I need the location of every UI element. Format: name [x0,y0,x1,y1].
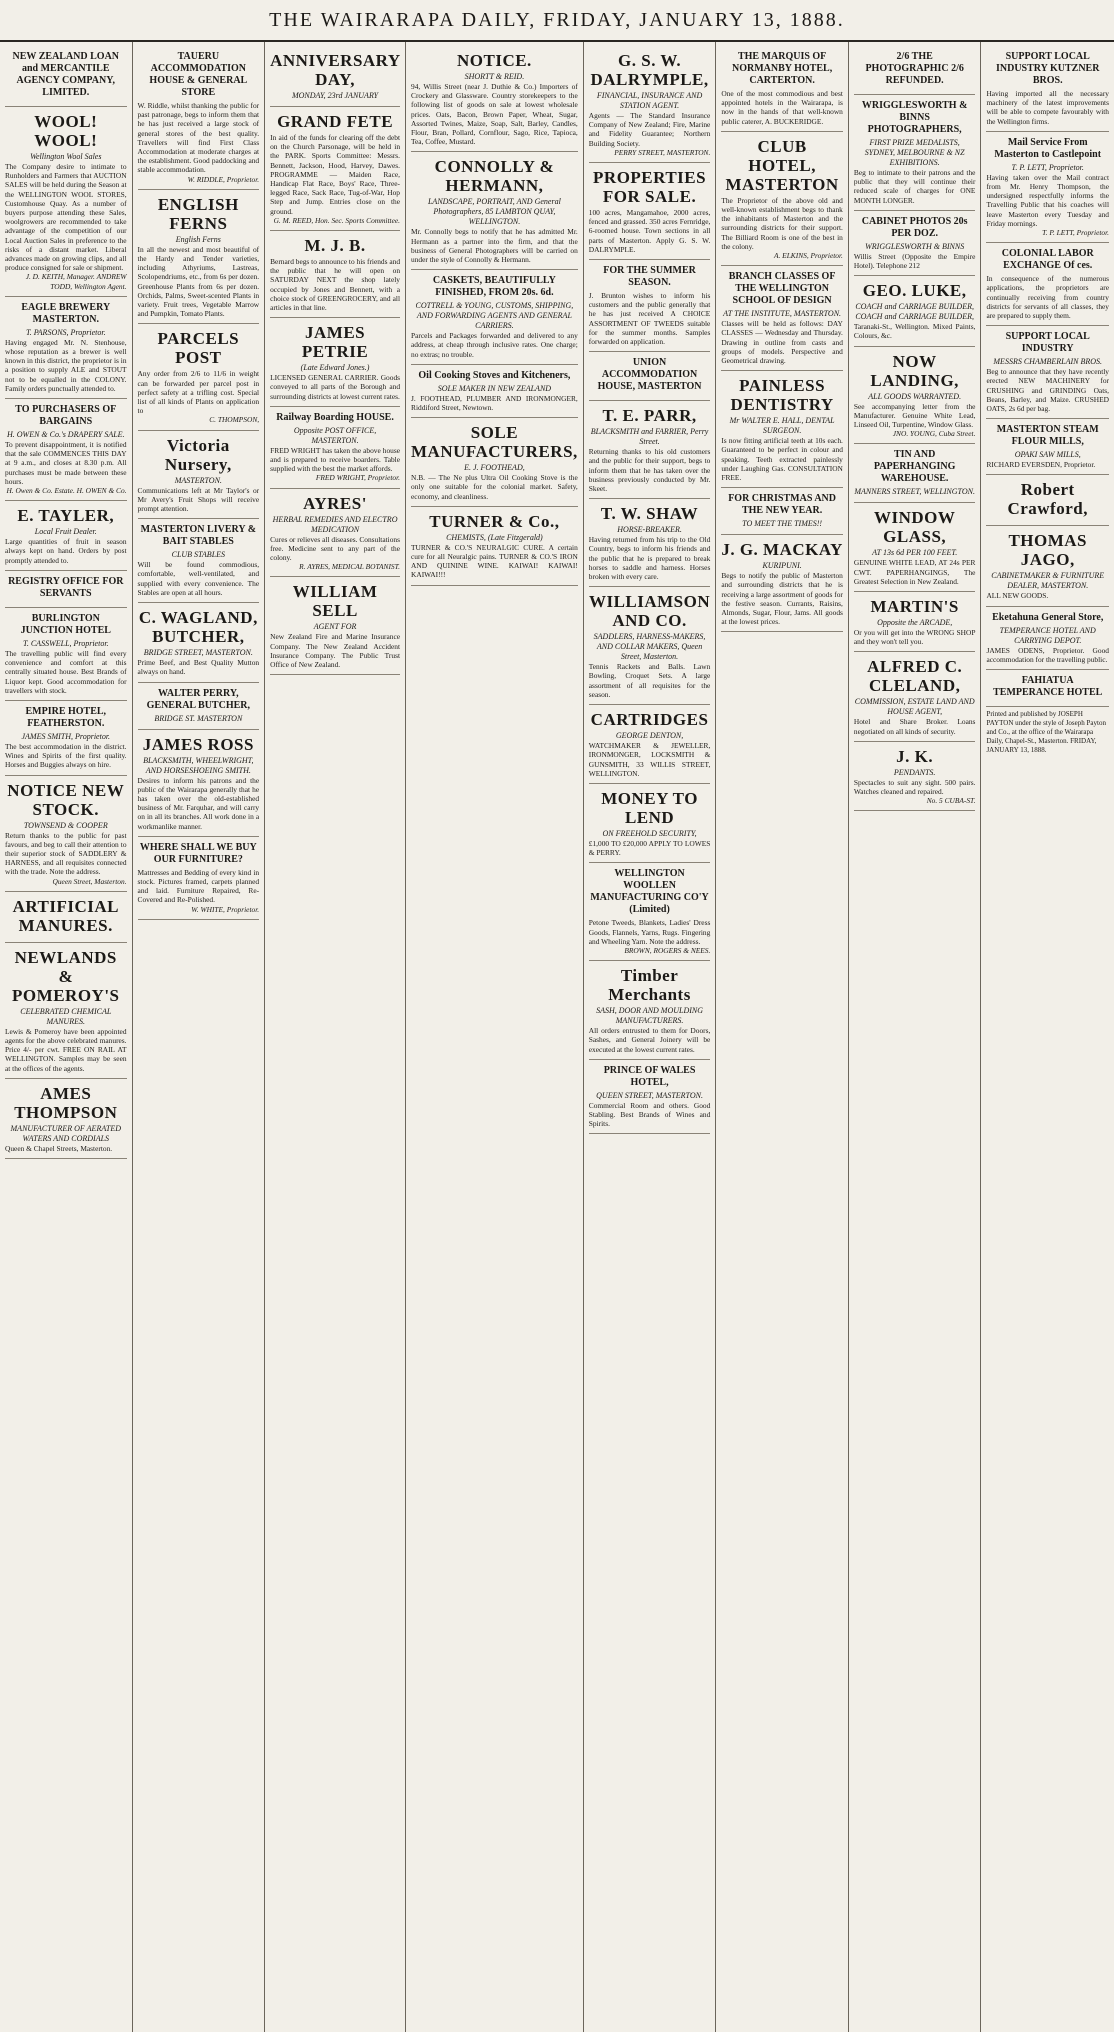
ad-headline: PROPERTIES FOR SALE. [593,168,707,207]
ad-body: J. FOOTHEAD, PLUMBER AND IRONMONGER, Riddiford Street, Newtown. [411,393,578,413]
ad-body: The Company desire to intimate to Runholders and Farmers that AUCTION SALES will be held during the Season at the WELLINGTON WOOL STORES, Customhouse Quay. As a number of buyers purpose attending these Sales, woolgrowers are recommended to take advantage of the competition of our Local Auction Sales in preference to the risks of a distant market. Liberal advances made on growing clips, and all produce consigned for sale or shipment. [5,162,127,273]
ad-body: Begs to notify the public of Masterton and surrounding districts that he is receiving a large assortment of goods for the festive season. Currants, Raisins, Almonds, Sugar, Flour, Jams. All goods at the lowest prices. [721,571,843,627]
advertisement [5,107,127,297]
ad-headline: TIN AND PAPERHANGING WAREHOUSE. [873,449,956,485]
ad-body: Lewis & Pomeroy have been appointed agents for the above celebrated manures. Price 4/- per cwt. FREE ON RAIL AT WELLINGTON. Samples may be seen at the offices of the agents. [5,1026,127,1073]
ad-body: Returning thanks to his old customers and the public for their support, begs to inform them that he has taken over the business previously conducted by Mr. Skeet. [588,447,711,494]
advertisement [721,535,843,632]
ad-subheading: ON FREEHOLD SECURITY, [602,828,697,838]
ad-headline: CONNOLLY & HERMANN, [434,157,555,196]
ad-headline: FAHIATUA TEMPERANCE HOTEL [993,675,1103,699]
ad-headline: GEO. LUKE, [862,281,967,301]
ad-headline: TAUERU ACCOMMODATION HOUSE & GENERAL STORE [149,51,248,98]
ad-signature: Queen Street, Masterton. [52,876,127,886]
ad-subheading: TEMPERANCE HOTEL AND CARRYING DEPOT. [999,625,1096,645]
ad-body: £1,000 TO £20,000 APPLY TO LOWES & PERRY. [588,838,711,858]
ad-headline: E. TAYLER, [17,506,115,526]
ad-body: Queen & Chapel Streets, Masterton. [5,1143,113,1153]
ad-subheading: PENDANTS. [893,767,936,777]
ad-subheading: WRIGGLESWORTH & BINNS [865,241,965,251]
advertisement [138,519,260,603]
ad-headline: BURLINGTON JUNCTION HOTEL [20,612,111,636]
ad-subheading: SASH, DOOR AND MOULDING MANUFACTURERS. [596,1006,704,1026]
ad-headline: FOR THE SUMMER SEASON. [603,265,696,289]
ad-body: Having imported all the necessary machinery of the latest improvements will be able to compete favourably with the Wellington firms. [986,89,1109,126]
advertisement [589,401,711,499]
ad-headline: PAINLESS DENTISTRY [730,376,834,415]
ad-body: 100 acres, Mangamahoe, 2000 acres, fenced and grassed. 350 acres Fernridge, 6-roomed house. Town sections in all parts of Masterton. Apply G. S. W. DALRYMPLE. [588,208,711,254]
ad-headline: SOLE MANUFACTURERS, [411,423,578,462]
ad-body: WATCHMAKER & JEWELLER, IRONMONGER, LOCKSMITH & GUNSMITH, 33 WILLIS STREET, WELLINGTON. [588,741,711,778]
ad-headline: Oil Cooking Stoves and Kitcheners, [418,369,571,381]
advertisement [138,46,260,190]
ad-headline: JAMES PETRIE [301,323,369,362]
ad-body: FRED WRIGHT has taken the above house and is prepared to receive boarders. Table supplied with the best the market affords. [270,445,401,474]
ad-headline: PARCELS POST [157,329,240,368]
ad-body: Cures or relieves all diseases. Consultations free. Medicine sent to any part of the colony. [270,534,401,563]
ad-body: Or you will get into the WRONG SHOP and they won't tell you. [853,628,976,647]
advertisement [270,318,400,407]
ad-subheading: CHEMISTS, (Late Fitzgerald) [446,532,543,542]
advertisement [5,46,127,107]
ad-subheading: COACH and CARRIAGE BUILDER, COACH and CARRIAGE BUILDER, [855,302,974,322]
ad-subheading: Opposite POST OFFICE, MASTERTON. [293,425,377,445]
ad-body: Parcels and Packages forwarded and delivered to any address, at cheap through inclusive rates. One charge; no extras; no trouble. [411,331,578,359]
advertisement [5,399,127,501]
ad-headline: NEW ZEALAND LOAN and MERCANTILE AGENCY COMPANY, LIMITED. [12,51,120,98]
ad-body: The Proprietor of the above old and well-known establishment begs to thank the inhabitants of Masterton and the surrounding districts for their support. The Billiard Room is one of the best in the colony. [721,195,843,251]
advertisement [854,503,976,592]
ad-body: Commercial Room and others. Good Stabling. Best Brands of Wines and Spirits. [588,1100,711,1129]
ad-body: Return thanks to the public for past favours, and beg to call their attention to their superior stock of SADDLERY & HARNESS, and all requisites connected with the trade. Note the address. [5,830,127,877]
advertisement [721,132,843,266]
ad-subheading: HERBAL REMEDIES AND ELECTRO MEDICATION [272,514,398,534]
ad-headline: NOW LANDING, [870,351,959,390]
advertisement [270,407,400,489]
ad-body: Communications left at Mr Taylor's or Mr Avery's Fruit Shops will receive prompt attention. [137,485,260,514]
ad-headline: TO PURCHASERS OF BARGAINS [15,404,117,428]
advertisement [589,499,711,587]
ad-headline: WINDOW GLASS, [873,508,956,547]
ad-headline: REGISTRY OFFICE FOR SERVANTS [8,575,124,599]
ad-body: J. Brunton wishes to inform his customers and the public generally that he has just received A CHOICE ASSORTMENT OF TWEEDS suitable for the summer months. Samples forwarded on application. [588,291,711,347]
advertisement [986,46,1109,132]
ad-headline: THE MARQUIS OF NORMANBY HOTEL, CARTERTON. [732,51,833,86]
advertisement [270,489,400,578]
ad-subheading: E. J. FOOTHEAD, [464,463,525,473]
ad-headline: WRIGGLESWORTH & BINNS PHOTOGRAPHERS, [861,100,968,135]
ad-headline: NOTICE. [456,51,532,70]
ad-headline: MARTIN'S [870,597,959,617]
ad-subheading: H. OWEN & Co.'s DRAPERY SALE. [6,430,125,440]
ad-body: N.B. — The Ne plus Ultra Oil Cooking Stove is the only one suitable for the colonial market. Safety, economy, and cleanliness. [411,473,578,501]
ad-headline: TURNER & Co., [429,511,560,531]
advertisement [854,211,976,276]
column-7 [849,42,982,2032]
ad-signature: W. RIDDLE, Proprietor. [187,174,260,184]
ad-subheading: T. P. LETT, Proprietor. [1011,162,1084,172]
ad-headline: EMPIRE HOTEL, FEATHERSTON. [25,705,107,729]
column-6 [716,42,849,2032]
ad-headline: MASTERTON LIVERY & BAIT STABLES [140,524,257,548]
ad-subheading: OPAKI SAW MILLS, [1014,450,1081,460]
ad-subheading: T. CASSWELL, Proprietor. [22,638,109,648]
ad-subheading: AT THE INSTITUTE, MASTERTON. [723,309,842,319]
column-2 [133,42,266,2032]
ad-headline: ENGLISH FERNS [157,194,239,233]
ad-headline: SUPPORT LOCAL INDUSTRY [1005,331,1090,355]
advertisement [721,371,843,488]
ad-body: Willis Street (Opposite the Empire Hotel). Telephone 212 [853,251,976,271]
ad-headline: Railway Boarding HOUSE. [276,411,394,423]
ad-signature: J. D. KEITH, Manager. ANDREW TODD, Wellington Agent. [25,272,127,291]
ad-body: In aid of the funds for clearing off the debt on the Church Parsonage, will be held in the PARK. Sports Committee: Messrs. Bennett, Jackson, Hood, Harvey, Dawes. PROGRAMME — Maiden Race, Handicap Flat Race, Boys' Race, Three-legged Race, Sack Race, Tug-of-War, Hop Step and Jump. Entries close on the ground. [270,133,401,216]
ad-headline: PRINCE OF WALES HOTEL, [603,1064,696,1088]
ad-body: Prime Beef, and Best Quality Mutton always on hand. [137,658,260,677]
masthead [0,0,1114,42]
advertisement [5,608,127,701]
ad-subheading: MONDAY, 23rd JANUARY [291,91,379,100]
advertisement [411,507,578,586]
advertisement [5,571,127,608]
ad-headline: CLUB HOTEL, MASTERTON [725,136,839,194]
ad-headline: WALTER PERRY, GENERAL BUTCHER, [146,687,250,711]
ad-headline: BRANCH CLASSES OF THE WELLINGTON SCHOOL OF DESIGN [728,271,836,307]
ad-body: Large quantities of fruit in season always kept on hand. Orders by post promptly attended to. [5,537,127,565]
ad-headline: SUPPORT LOCAL INDUSTRY KUTZNER BROS. [995,51,1100,86]
ad-subheading: BLACKSMITH and FARRIER, Perry Street. [590,427,709,447]
ad-headline: MASTERTON STEAM FLOUR MILLS, [996,424,1099,448]
ad-headline: AMES THOMPSON [14,1083,118,1122]
ad-headline: M. J. B. [304,236,366,256]
ad-headline: FOR CHRISTMAS AND THE NEW YEAR. [728,493,836,517]
advertisement [589,587,711,705]
ad-headline: T. E. PARR, [602,406,697,426]
ad-headline: CASKETS, BEAUTIFULLY FINISHED, FROM 20s. 6d. [432,275,556,299]
advertisement [270,107,400,231]
advertisement [138,190,260,325]
ad-headline: NEWLANDS & POMEROY'S [12,947,120,1005]
ad-subheading: COMMISSION, ESTATE LAND AND HOUSE AGENT, [854,697,975,717]
advertisement [986,475,1109,526]
ad-signature: R. AYRES, MEDICAL BOTANIST. [299,562,401,572]
ad-body: Is now fitting artificial teeth at 10s each. Guaranteed to be perfect in colour and speaking. Teeth extracted painlessly under Laughing Gas. CONSULTATION FREE. [721,436,843,483]
advertisement [589,352,711,401]
ad-body: Mattresses and Bedding of every kind in stock. Pictures framed, carpets planned and laid. Furniture Repaired, Re-Covered and Re-Polished. [137,867,260,905]
ad-subheading: Wellington Wool Sales [30,152,102,161]
ad-headline: NOTICE NEW STOCK. [7,780,125,819]
ad-body: Desires to inform his patrons and the public of the Wairarapa generally that he has taken over the old-established business of Mr. Farquhar, and will carry on in all its branches. All work done in a workmanlike manner. [137,775,260,831]
ad-subheading: ALL GOODS WARRANTED. [868,391,962,401]
ad-subheading: CLUB STABLES [171,550,226,560]
ad-body: Petone Tweeds, Blankets, Ladies' Dress Goods, Flannels, Yarns, Rugs. Fingering and Wheeling Yarn. Note the address. [588,918,711,946]
ad-signature: FRED WRIGHT, Proprietor. [315,473,401,483]
ad-signature: JNO. YOUNG, Cuba Street. [892,429,976,439]
ad-body: Bernard begs to announce to his friends and the public that he will open on SATURDAY NEXT the shop lately occupied by Jones and Bennett, with a choice stock of GREENGROCERY, and all articles in that line. [270,257,401,313]
ad-headline: WILLIAM SELL [292,582,378,621]
advertisement [411,270,578,365]
ad-body: In consequence of the numerous applications, the proprietors are continually receiving from country districts for servants of all classes, they are prepared to supply them. [986,274,1109,321]
ad-subheading: (Late Edward Jones.) [300,363,370,373]
advertisement [721,266,843,371]
advertisement [5,701,127,776]
ad-signature: G. M. REED, Hon. Sec. Sports Committee. [273,215,401,225]
ad-body: 94, Willis Street (near J. Duthie & Co.) Importers of Crockery and Glassware. Country storekeepers to the following list of goods on sale at lowest wholesale prices. Oats, Bacon, Brown Paper, Wheat, Sugar, Assorted Twines, Maize, Soap, Salt, Barley, Candles, Flour, Bran, Pollard, Cornflour, Sago, Rice, Tapioca, Tea, Coffee, Mustard. [411,82,578,147]
ad-subheading: COTTRELL & YOUNG, CUSTOMS, SHIPPING, AND FORWARDING AGENTS AND GENERAL CARRIERS. [415,301,574,331]
ad-subheading: Local Fruit Dealer. [34,527,97,537]
ad-body: Mr. Connolly begs to notify that he has admitted Mr. Hermann as a partner into the firm, and that the business of General Photographers will be carried on under the style of Connolly & Hermann. [411,227,578,265]
ad-headline: JAMES ROSS [142,734,254,754]
ad-subheading: SHORTT & REID. [464,72,525,81]
advertisement [721,488,843,535]
advertisement [5,1079,127,1159]
ad-subheading: KURIPUNI. [762,561,802,571]
ad-body: Tennis Rackets and Balls. Lawn Bowling, Croquet Sets. A large assortment of all requisites for the season. [588,662,711,699]
advertisement [721,46,843,132]
ad-headline: WHERE SHALL WE BUY OUR FURNITURE? [139,841,257,865]
ad-body: See accompanying letter from the Manufacturer. Genuine White Lead, Linseed Oil, Turpentine, Window Glass. [853,401,976,430]
advertisement [589,705,711,784]
advertisement [986,526,1109,606]
ad-subheading: HORSE-BREAKER. [617,525,682,535]
ad-body: The best accommodation in the district. Wines and Spirits of the first quality. Horses and Buggies always on hire. [5,741,127,770]
advertisement [854,347,976,445]
ad-signature: A. ELKINS, Proprietor. [773,251,843,261]
ad-subheading: FIRST PRIZE MEDALISTS, SYDNEY, MELBOURNE & NZ EXHIBITIONS. [864,138,965,167]
column-8 [981,42,1114,2032]
ad-subheading: TO MEET THE TIMES!! [742,519,823,529]
ad-signature: T. P. LETT, Proprietor. [1042,228,1109,238]
ad-headline: WILLIAMSON AND CO. [588,592,711,631]
ad-subheading: English Ferns [175,234,221,244]
advertisement [589,260,711,352]
column-1 [0,42,133,2032]
advertisement [5,501,127,571]
advertisement [411,365,578,418]
ad-body: W. Riddle, whilst thanking the public for past patronage, begs to inform them that he has just received a large stock of general stores of the best quality. Travellers will find First Class Accommodation at moderate charges at the establishment. Good paddocking and stable accommodation. [137,101,260,175]
ad-subheading: GEORGE DENTON, [615,731,684,741]
advertisement [138,431,260,520]
ad-body: Taranaki-St., Wellington. Mixed Paints, Colours, &c. [853,322,976,341]
ad-headline: Robert Crawford, [1007,480,1088,519]
ad-subheading: MANUFACTURER OF AERATED WATERS AND CORDIALS [10,1123,122,1143]
ad-subheading: BRIDGE STREET, MASTERTON. [143,648,253,658]
ad-headline: UNION ACCOMMODATION HOUSE, MASTERTON [597,357,702,393]
ad-body: Beg to announce that they have recently erected NEW MACHINERY for CRUSHING and GRINDING Oats, Beans, Barley, and Maize. CRUSHED OATS, 2s 6d per bag. [986,367,1109,414]
advertisement [986,670,1109,707]
ad-headline: Victoria Nursery, [164,435,232,474]
ad-signature: No. 5 CUBA-ST. [926,796,976,806]
advertisement [986,419,1109,475]
newspaper-title: THE WAIRARAPA DAILY, FRIDAY, JANUARY 13, 1888. [269,8,845,31]
ad-subheading: SOLE MAKER IN NEW ZEALAND [437,383,552,393]
ad-headline: THOMAS JAGO, [1008,531,1087,570]
ad-headline: WOOL! WOOL! [34,112,98,150]
advertisement [411,418,578,507]
ad-body: Classes will be held as follows: DAY CLASSES — Wednesday and Thursday. Drawing in outline from casts and groups of models. Perspective and Geometrical drawing. [721,319,843,366]
ad-body: In all the newest and most beautiful of the Hardy and Tender varieties, including Athyriums, Lastreas, Scolopendriums, etc., from 6s per dozen. Greenhouse Plants from 6s per dozen. Orchids, Palms, Sweet-scented Plants in variety. Fruit trees, Vegetable Marrow and Pumpkin, Tomato Plants. [137,244,260,319]
column-3 [265,42,406,2032]
advertisement [411,152,578,270]
ad-subheading: CELEBRATED CHEMICAL MANURES. [20,1006,112,1026]
ad-subheading: QUEEN STREET, MASTERTON. [596,1090,703,1100]
ad-subheading: FINANCIAL, INSURANCE AND STATION AGENT. [596,91,703,110]
ad-subheading: MESSRS CHAMBERLAIN BROS. [993,357,1103,367]
advertisement [589,863,711,961]
ad-headline: CARTRIDGES [590,710,709,730]
ad-subheading: T. PARSONS, Proprietor. [25,327,106,337]
ad-signature: BROWN, ROGERS & NEES. [624,945,711,955]
ad-headline: Eketahuna General Store, [992,611,1104,623]
advertisement [854,95,976,211]
ad-headline: ARTIFICIAL MANURES. [12,896,119,935]
ad-headline: Mail Service From Masterton to Castlepoint [994,136,1102,160]
ad-subheading: CABINETMAKER & FURNITURE DEALER, MASTERTON. [991,571,1105,591]
advertisement [5,776,127,892]
advertisement [270,577,400,675]
advertisement [986,607,1109,670]
ad-body: Hotel and Share Broker. Loans negotiated on all kinds of security. [853,717,976,736]
ad-headline: T. W. SHAW [600,504,699,524]
advertisement [270,231,400,318]
ad-subheading: JAMES SMITH, Proprietor. [21,731,111,741]
ad-headline: Timber Merchants [608,966,691,1005]
imprint: Printed and published by JOSEPH PAYTON under the style of Joseph Payton and Co., at the office of the Wairarapa Daily, Chapel-St., Masterton. FRIDAY, JANUARY 13, 1888. [986,710,1106,755]
ad-body: TURNER & CO.'S NEURALGIC CURE. A certain cure for all Neuralgic pains. TURNER & CO.'S IRON AND QUININE WINE. KAIWAI! KAIWAI! KAIWAI!!! [411,542,578,580]
advertisement [589,784,711,863]
ad-subheading: LANDSCAPE, PORTRAIT, AND General Photographers, 85 LAMBTON QUAY, WELLINGTON. [427,197,561,227]
ad-subheading: Opposite the ARCADE, [877,618,953,628]
ad-headline: C. WAGLAND, BUTCHER, [138,608,258,647]
ad-headline: ANNIVERSARY DAY, [270,51,401,89]
advertisement [854,742,976,812]
ad-subheading: AT 13s 6d PER 100 FEET. [872,548,958,558]
ad-subheading: AGENT FOR [313,622,357,632]
advertisement [5,297,127,399]
ad-body: JAMES ODENS, Proprietor. Good accommodation for the travelling public. [986,645,1109,664]
ad-headline: G. S. W. DALRYMPLE, [590,51,709,89]
ad-signature: PERRY STREET, MASTERTON. [614,147,711,157]
advertisement [138,730,260,837]
advertisement [854,444,976,503]
column-5 [584,42,717,2032]
ad-subheading: TOWNSEND & COOPER [23,820,108,830]
ad-body: The travelling public will find every convenience and comfort at this centrally situated house. Best Brands of Liquor kept. Good accommodation for travellers with stock. [5,648,127,695]
advertisement [589,163,711,260]
ad-headline: WELLINGTON WOOLLEN MANUFACTURING CO'Y (Limited) [590,868,709,916]
advertisement [5,943,127,1079]
advertisement [854,276,976,346]
ad-signature: W. WHITE, Proprietor. [191,904,260,914]
ad-body: LICENSED GENERAL CARRIER. Goods conveyed to all parts of the Borough and surrounding districts at lowest current rates. [270,373,401,401]
ad-subheading: MASTERTON. [174,475,222,485]
ad-headline: 2/6 THE PHOTOGRAPHIC 2/6 REFUNDED. [865,51,964,86]
advertisement [854,652,976,741]
advertisement [411,46,578,152]
advertisement [589,46,711,163]
ad-body: Having engaged Mr. N. Stenhouse, whose reputation as a brewer is well known in this district, the proprietor is in a position to supply ALE and STOUT not to be equalled in the COLONY. Family orders punctually attended to. [5,337,127,393]
ad-headline: AYRES' [303,493,367,513]
ad-headline: GRAND FETE [277,112,394,131]
ad-headline: CABINET PHOTOS 20s PER DOZ. [861,215,968,239]
advertisement [986,243,1109,326]
ad-body: ALL NEW GOODS. [986,591,1049,601]
advertisement [138,324,260,430]
advertisement [138,837,260,920]
ad-body: One of the most commodious and best appointed hotels in the Wairarapa, is now in the hands of that well-known public caterer, A. BUCKERIDGE. [721,89,843,126]
advertisement [589,1060,711,1135]
ad-body: Spectacles to suit any sight. 500 pairs. Watches cleaned and repaired. [853,777,976,797]
ad-body: RICHARD EVERSDEN, Proprietor. [986,460,1096,470]
ad-body: Beg to intimate to their patrons and the public that they will continue their reduced scale of charges for ONE MONTH LONGER. [853,168,976,205]
ad-body: Any order from 2/6 to 11/6 in weight can be forwarded per parcel post in perfect safety at a trifling cost. Special list of all kinds of Plants on application to [137,369,260,416]
advertisement [986,132,1109,243]
ad-headline: MONEY TO LEND [601,788,698,827]
ad-body: New Zealand Fire and Marine Insurance Company. The New Zealand Accident Insurance Company. The Public Trust Office of New Zealand. [270,632,401,670]
ad-headline: J. K. [896,746,934,766]
ad-subheading: BLACKSMITH, WHEELWRIGHT, AND HORSESHOEING SMITH. [143,755,254,775]
ad-body: Having taken over the Mail contract from Mr. Henry Thompson, the undersigned respectfully informs the Travelling Public that his coaches will leave Masterton every Tuesday and Friday mornings. [986,172,1109,228]
ad-headline: ALFRED C. CLELAND, [867,657,963,696]
ad-body: Agents — The Standard Insurance Company of New Zealand; Fire, Marine and Fidelity Guarantee; Northern Building Society. [588,111,711,148]
advertisement [854,592,976,652]
advertisement [5,892,127,943]
ad-subheading: SADDLERS, HARNESS-MAKERS, AND COLLAR MAKERS, Queen Street, Masterton. [593,632,706,662]
advertisement [270,46,400,107]
ad-body: To prevent disappointment, it is notified that the sale COMMENCES THIS DAY at 9 a.m., and closes at 8.30 p.m. All purchases must be made between these hours. [5,440,127,486]
ad-headline: EAGLE BREWERY MASTERTON. [21,301,111,325]
ad-signature: C. THOMPSON, [209,415,260,425]
ad-subheading: Mr WALTER E. HALL, DENTAL SURGEON. [729,416,835,436]
advertisement [986,326,1109,419]
column-4 [406,42,584,2032]
ad-body: GENUINE WHITE LEAD, AT 24s PER CWT. PAPERHANGINGS, The Greatest Selection in New Zealand. [853,558,976,586]
ad-body: All orders entrusted to them for Doors, Sashes, and General Joinery will be executed at the lowest current rates. [588,1026,711,1054]
advertisement [138,603,260,682]
ad-headline: J. G. MACKAY [721,540,843,560]
ad-subheading: BRIDGE ST. MASTERTON [154,713,243,723]
newspaper-page [0,42,1114,2032]
ad-body: Having returned from his trip to the Old Country, begs to inform his friends and the public that he is prepared to break horses to saddle and harness. Horses broken with every care. [588,535,711,582]
advertisement [589,961,711,1060]
ad-signature: H. Owen & Co. Estate. H. OWEN & Co. [6,486,127,496]
ad-headline: COLONIAL LABOR EXCHANGE Of ces. [1001,248,1094,272]
ad-subheading: MANNERS STREET, WELLINGTON. [854,487,975,497]
advertisement [854,46,976,95]
ad-body: Will be found commodious, comfortable, well-ventilated, and supplied with every convenience. The Stables are open at all hours. [137,560,260,597]
advertisement [138,683,260,730]
